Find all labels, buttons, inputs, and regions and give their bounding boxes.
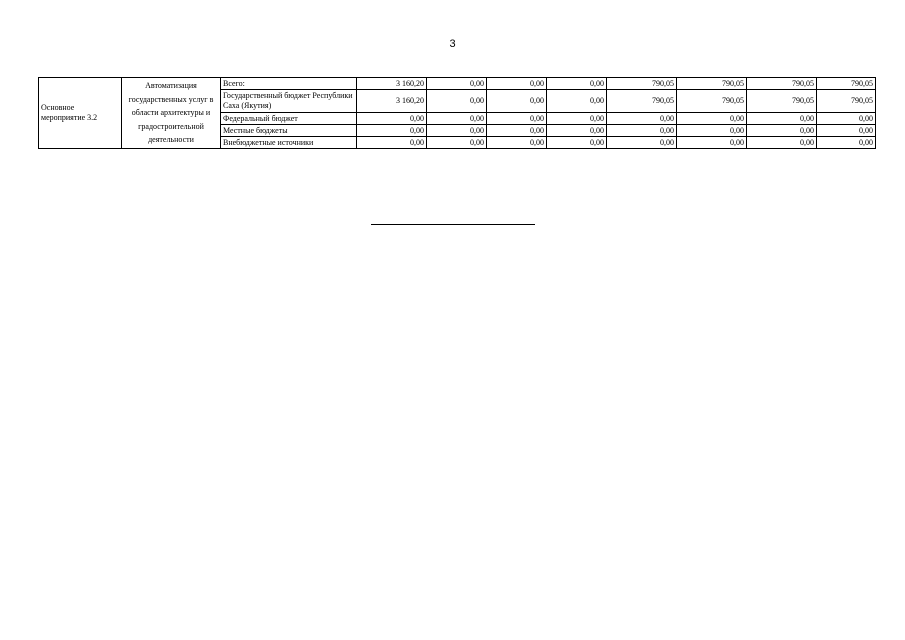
value-cell: 0,00 — [607, 125, 677, 137]
end-of-document-rule — [371, 224, 535, 225]
measure-label-cell: Основное мероприятие 3.2 — [39, 78, 122, 149]
value-cell: 0,00 — [357, 125, 427, 137]
value-cell: 0,00 — [677, 113, 747, 125]
value-cell: 0,00 — [677, 137, 747, 149]
value-cell: 0,00 — [357, 113, 427, 125]
table-row — [39, 78, 876, 90]
value-cell: 0,00 — [427, 78, 487, 90]
source-cell: Всего: — [221, 78, 357, 90]
value-cell: 790,05 — [747, 90, 817, 113]
value-cell: 0,00 — [487, 137, 547, 149]
value-cell: 790,05 — [607, 90, 677, 113]
source-cell: Местные бюджеты — [221, 125, 357, 137]
value-cell: 0,00 — [427, 113, 487, 125]
page-number: 3 — [449, 38, 456, 50]
value-cell: 0,00 — [427, 137, 487, 149]
value-cell: 3 160,20 — [357, 90, 427, 113]
value-cell: 0,00 — [357, 137, 427, 149]
source-cell: Государственный бюджет Республики Саха (Якутия) — [221, 90, 357, 113]
value-cell: 0,00 — [607, 137, 677, 149]
measure-description-cell: Автоматизация государственных услуг в области архитектуры и градостроительной деятельности — [122, 78, 221, 149]
value-cell: 0,00 — [747, 125, 817, 137]
value-cell: 0,00 — [547, 90, 607, 113]
value-cell: 0,00 — [677, 125, 747, 137]
value-cell: 0,00 — [607, 113, 677, 125]
source-cell: Внебюджетные источники — [221, 137, 357, 149]
value-cell: 790,05 — [677, 90, 747, 113]
value-cell: 0,00 — [817, 113, 876, 125]
value-cell: 790,05 — [607, 78, 677, 90]
value-cell: 0,00 — [487, 113, 547, 125]
source-cell: Федеральный бюджет — [221, 113, 357, 125]
value-cell: 0,00 — [747, 137, 817, 149]
value-cell: 0,00 — [547, 78, 607, 90]
value-cell: 790,05 — [817, 78, 876, 90]
value-cell: 790,05 — [747, 78, 817, 90]
value-cell: 0,00 — [547, 113, 607, 125]
value-cell: 3 160,20 — [357, 78, 427, 90]
value-cell: 0,00 — [747, 113, 817, 125]
value-cell: 790,05 — [817, 90, 876, 113]
value-cell: 0,00 — [427, 125, 487, 137]
budget-table — [38, 77, 876, 149]
value-cell: 0,00 — [487, 125, 547, 137]
value-cell: 790,05 — [677, 78, 747, 90]
value-cell: 0,00 — [817, 125, 876, 137]
value-cell: 0,00 — [487, 90, 547, 113]
value-cell: 0,00 — [547, 137, 607, 149]
value-cell: 0,00 — [427, 90, 487, 113]
value-cell: 0,00 — [487, 78, 547, 90]
value-cell: 0,00 — [547, 125, 607, 137]
value-cell: 0,00 — [817, 137, 876, 149]
